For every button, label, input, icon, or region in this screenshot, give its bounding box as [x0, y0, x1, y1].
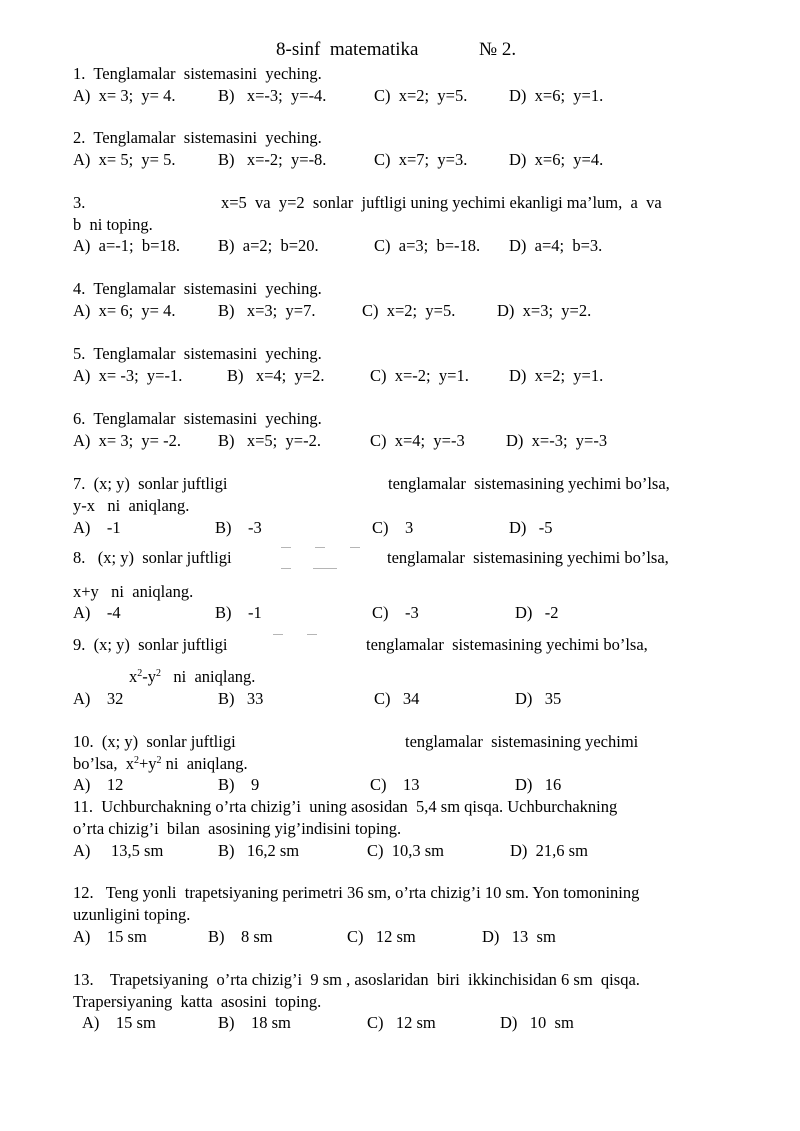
question-9-option-a: A) 32	[73, 689, 124, 708]
question-10-option-a: A) 12	[73, 775, 124, 794]
question-5-option-a: A) x= -3; y=-1.	[73, 366, 183, 385]
question-10-option-d: D) 16	[515, 775, 562, 794]
question-3-number: 3.	[73, 193, 86, 212]
question-7-option-b: B) -3	[215, 518, 262, 537]
question-12-text: 12. Teng yonli trapetsiyaning perimetri 36 sm, o’rta chizig’i 10 sm. Yon tomonining	[73, 883, 640, 902]
question-4-text: 4. Tenglamalar sistemasini yeching.	[73, 279, 322, 298]
question-8-text-cont: x+y ni aniqlang.	[73, 582, 194, 601]
question-7-option-d: D) -5	[509, 518, 553, 537]
question-5-text: 5. Tenglamalar sistemasini yeching.	[73, 344, 322, 363]
question-9-text-right: tenglamalar sistemasining yechimi bo’lsa,	[366, 635, 648, 654]
text-fragment: bo’lsa, x	[73, 754, 134, 773]
question-7-text-cont: y-x ni aniqlang.	[73, 496, 190, 515]
question-12-option-a: A) 15 sm	[73, 927, 147, 946]
question-2-option-c: C) x=7; y=3.	[374, 150, 468, 169]
question-1-option-b: B) x=-3; y=-4.	[218, 86, 327, 105]
question-12-option-d: D) 13 sm	[482, 927, 556, 946]
question-8-option-b: B) -1	[215, 603, 262, 622]
question-12-option-b: B) 8 sm	[208, 927, 273, 946]
exponent: 2	[133, 755, 139, 766]
equation-image-placeholder	[281, 568, 291, 569]
question-12-option-c: C) 12 sm	[347, 927, 416, 946]
question-11-text: 11. Uchburchakning o’rta chizig’i uning asosidan 5,4 sm qisqa. Uchburchakning	[73, 797, 618, 816]
worksheet-number: № 2.	[479, 39, 517, 60]
question-13-option-a: A) 15 sm	[82, 1013, 156, 1032]
question-5-option-c: C) x=-2; y=1.	[370, 366, 469, 385]
question-3-option-b: B) a=2; b=20.	[218, 236, 319, 255]
question-8-text-right: tenglamalar sistemasining yechimi bo’lsa,	[387, 548, 669, 567]
exponent: 2	[156, 755, 162, 766]
question-11-option-d: D) 21,6 sm	[510, 841, 588, 860]
text-fragment: ni aniqlang.	[161, 754, 248, 773]
question-1-text: 1. Tenglamalar sistemasini yeching.	[73, 64, 322, 83]
equation-image-placeholder	[350, 547, 360, 548]
question-11-option-c: C) 10,3 sm	[367, 841, 445, 860]
question-2-text: 2. Tenglamalar sistemasini yeching.	[73, 128, 322, 147]
page-title: 8-sinf matematika	[276, 39, 419, 60]
question-9-option-c: C) 34	[374, 689, 420, 708]
question-10-text: 10. (x; y) sonlar juftligi	[73, 732, 236, 751]
question-4-option-d: D) x=3; y=2.	[497, 301, 592, 320]
text-fragment: +y	[138, 754, 157, 773]
question-6-option-b: B) x=5; y=-2.	[218, 431, 321, 450]
variable-y: -y	[142, 667, 156, 686]
exponent: 2	[156, 668, 161, 679]
question-13-option-c: C) 12 sm	[367, 1013, 436, 1032]
question-10-option-c: C) 13	[370, 775, 420, 794]
question-2-option-b: B) x=-2; y=-8.	[218, 150, 327, 169]
question-6-option-c: C) x=4; y=-3	[370, 431, 465, 450]
question-6-option-a: A) x= 3; y= -2.	[73, 431, 181, 450]
question-13-option-d: D) 10 sm	[500, 1013, 574, 1032]
question-10-text-right: tenglamalar sistemasining yechimi	[405, 732, 639, 751]
variable-x: x	[129, 667, 138, 686]
question-3-option-d: D) a=4; b=3.	[509, 236, 603, 255]
question-1-option-c: C) x=2; y=5.	[374, 86, 468, 105]
question-4-option-b: B) x=3; y=7.	[218, 301, 316, 320]
question-9-text-cont: ni aniqlang.	[173, 667, 256, 686]
question-3-text-cont: b ni toping.	[73, 215, 153, 234]
equation-image-placeholder	[313, 568, 337, 569]
question-8-option-c: C) -3	[372, 603, 419, 622]
question-1-option-a: A) x= 3; y= 4.	[73, 86, 176, 105]
question-2-option-a: A) x= 5; y= 5.	[73, 150, 176, 169]
question-12-text-cont: uzunligini toping.	[73, 905, 191, 924]
question-8-text: 8. (x; y) sonlar juftligi	[73, 548, 232, 567]
question-5-option-d: D) x=2; y=1.	[509, 366, 604, 385]
question-7-option-c: C) 3	[372, 518, 414, 537]
question-5-option-b: B) x=4; y=2.	[227, 366, 325, 385]
question-8-option-d: D) -2	[515, 603, 559, 622]
question-1-option-d: D) x=6; y=1.	[509, 86, 604, 105]
question-3-option-a: A) a=-1; b=18.	[73, 236, 181, 255]
question-6-option-d: D) x=-3; y=-3	[506, 431, 608, 450]
equation-image-placeholder	[281, 547, 291, 548]
question-13-text-cont: Trapersiyaning katta asosini toping.	[73, 992, 322, 1011]
question-3-text: x=5 va y=2 sonlar juftligi uning yechimi ekanligi ma’lum, a va	[221, 193, 662, 212]
question-7-text: 7. (x; y) sonlar juftligi	[73, 474, 228, 493]
question-6-text: 6. Tenglamalar sistemasini yeching.	[73, 409, 322, 428]
question-7-text-right: tenglamalar sistemasining yechimi bo’lsa,	[388, 474, 670, 493]
question-9-option-b: B) 33	[218, 689, 264, 708]
question-8-option-a: A) -4	[73, 603, 121, 622]
question-9-option-d: D) 35	[515, 689, 562, 708]
question-9-text: 9. (x; y) sonlar juftligi	[73, 635, 228, 654]
question-10-option-b: B) 9	[218, 775, 260, 794]
equation-image-placeholder	[273, 634, 283, 635]
question-13-option-b: B) 18 sm	[218, 1013, 291, 1032]
question-13-text: 13. Trapetsiyaning o’rta chizig’i 9 sm , asoslaridan biri ikkinchisidan 6 sm qisqa.	[73, 970, 640, 989]
question-4-option-c: C) x=2; y=5.	[362, 301, 456, 320]
question-11-option-b: B) 16,2 sm	[218, 841, 300, 860]
exponent: 2	[137, 668, 143, 679]
question-7-option-a: A) -1	[73, 518, 121, 537]
question-11-option-a: A) 13,5 sm	[73, 841, 164, 860]
question-4-option-a: A) x= 6; y= 4.	[73, 301, 176, 320]
question-3-option-c: C) a=3; b=-18.	[374, 236, 481, 255]
question-9-expression	[129, 667, 255, 687]
question-10-text-cont	[73, 754, 248, 774]
equation-image-placeholder	[307, 634, 317, 635]
equation-image-placeholder	[315, 547, 325, 548]
question-2-option-d: D) x=6; y=4.	[509, 150, 604, 169]
question-11-text-cont: o’rta chizig’i bilan asosining yig’indisini toping.	[73, 819, 402, 838]
